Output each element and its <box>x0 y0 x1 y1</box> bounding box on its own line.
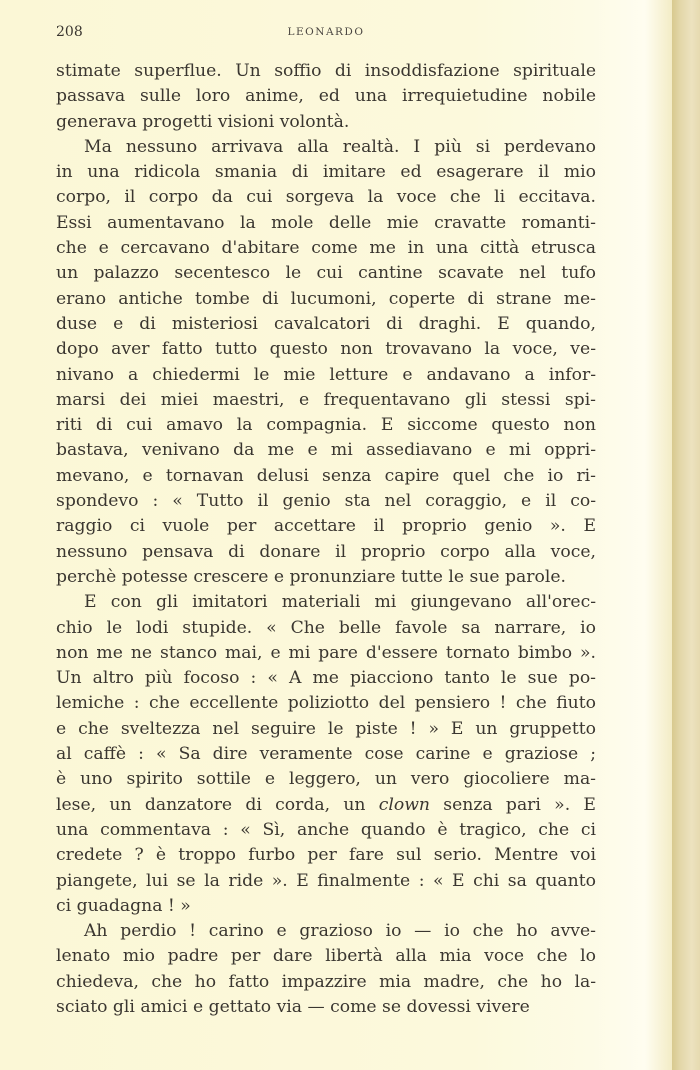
paragraph <box>56 590 596 919</box>
text-line: stimate superflue. Un soffio di insoddisfazione spirituale <box>56 61 596 81</box>
text-line: è uno spirito sottile e leggero, un vero giocoliere ma- <box>56 769 596 790</box>
text-line: chiedeva, che ho fatto impazzire mia madre, che ho la- <box>56 971 596 992</box>
text-line: erano antiche tombe di lucumoni, coperte di strane me- <box>56 288 596 309</box>
page-number: 208 <box>56 24 83 40</box>
book-spine <box>672 0 700 1070</box>
text-line: duse e di misteriosi cavalcatori di draghi. E quando, <box>56 313 596 334</box>
text-line: perchè potesse crescere e pronunziare tutte le sue parole. <box>56 566 566 587</box>
text-line: nivano a chiedermi le mie letture e andavano a infor- <box>56 364 596 385</box>
text-line: credete ? è troppo furbo per fare sul serio. Mentre voi <box>56 845 596 866</box>
text-line: mevano, e tornavan delusi senza capire quel che io ri- <box>56 465 596 486</box>
text-line: ci guadagna ! » <box>56 895 191 916</box>
text-line: marsi dei miei maestri, e frequentavano gli stessi spi- <box>56 389 596 410</box>
text-line: che e cercavano d'abitare come me in una città etrusca <box>56 238 596 259</box>
text-line: in una ridicola smania di imitare ed esagerare il mio <box>56 162 596 183</box>
text-line: non me ne stanco mai, e mi pare d'essere tornato bimbo ». <box>56 642 596 663</box>
text-line: spondevo : « Tutto il genio sta nel coraggio, e il co- <box>56 491 596 512</box>
text-line: sciato gli amici e gettato via — come se dovessi vivere <box>56 996 530 1017</box>
paragraph <box>56 919 596 1020</box>
text-line: Ma nessuno arrivava alla realtà. I più si perdevano <box>84 136 596 157</box>
text-line: nessuno pensava di donare il proprio corpo alla voce, <box>56 541 596 562</box>
text-line: piangete, lui se la ride ». E finalmente : « E chi sa quanto <box>56 870 596 891</box>
text-line: un palazzo secentesco le cui cantine scavate nel tufo <box>56 263 596 284</box>
text-line: passava sulle loro anime, ed una irrequietudine nobile <box>56 86 596 107</box>
paragraph <box>56 135 596 590</box>
text-line: una commentava : « Sì, anche quando è tragico, che ci <box>56 819 596 840</box>
running-title: LEONARDO <box>287 26 365 38</box>
body-text <box>56 59 596 1020</box>
text-line: e che sveltezza nel seguire le piste ! » E un gruppetto <box>56 718 596 739</box>
text-line: bastava, venivano da me e mi assediavano e mi oppri- <box>56 440 596 461</box>
text-line: riti di cui amavo la compagnia. E siccome questo non <box>56 415 596 436</box>
italic-word: clown <box>378 794 431 815</box>
text-line: raggio ci vuole per accettare il proprio genio ». E <box>56 516 596 537</box>
text-line: generava progetti visioni volontà. <box>56 111 350 132</box>
text-line: chio le lodi stupide. « Che belle favole sa narrare, io <box>56 617 596 638</box>
text-line: Un altro più focoso : « A me piacciono tanto le sue po- <box>56 668 596 689</box>
text-line: Ah perdio ! carino e grazioso io — io che ho avve- <box>84 921 596 942</box>
text-line: lemiche : che eccellente poliziotto del pensiero ! che fiuto <box>56 693 596 714</box>
text-line: Essi aumentavano la mole delle mie cravatte romanti- <box>56 212 596 233</box>
text-line: lese, un danzatore di corda, un clown senza pari ». E <box>56 794 596 815</box>
text-line: dopo aver fatto tutto questo non trovavano la voce, ve- <box>56 339 596 360</box>
text-line: lenato mio padre per dare libertà alla mia voce che lo <box>56 946 596 967</box>
text-line: E con gli imitatori materiali mi giungevano all'orec- <box>84 592 596 613</box>
text-line: al caffè : « Sa dire veramente cose carine e graziose ; <box>56 744 596 765</box>
paragraph <box>56 59 596 135</box>
text-line: corpo, il corpo da cui sorgeva la voce che li eccitava. <box>56 187 596 208</box>
running-header <box>56 24 596 42</box>
